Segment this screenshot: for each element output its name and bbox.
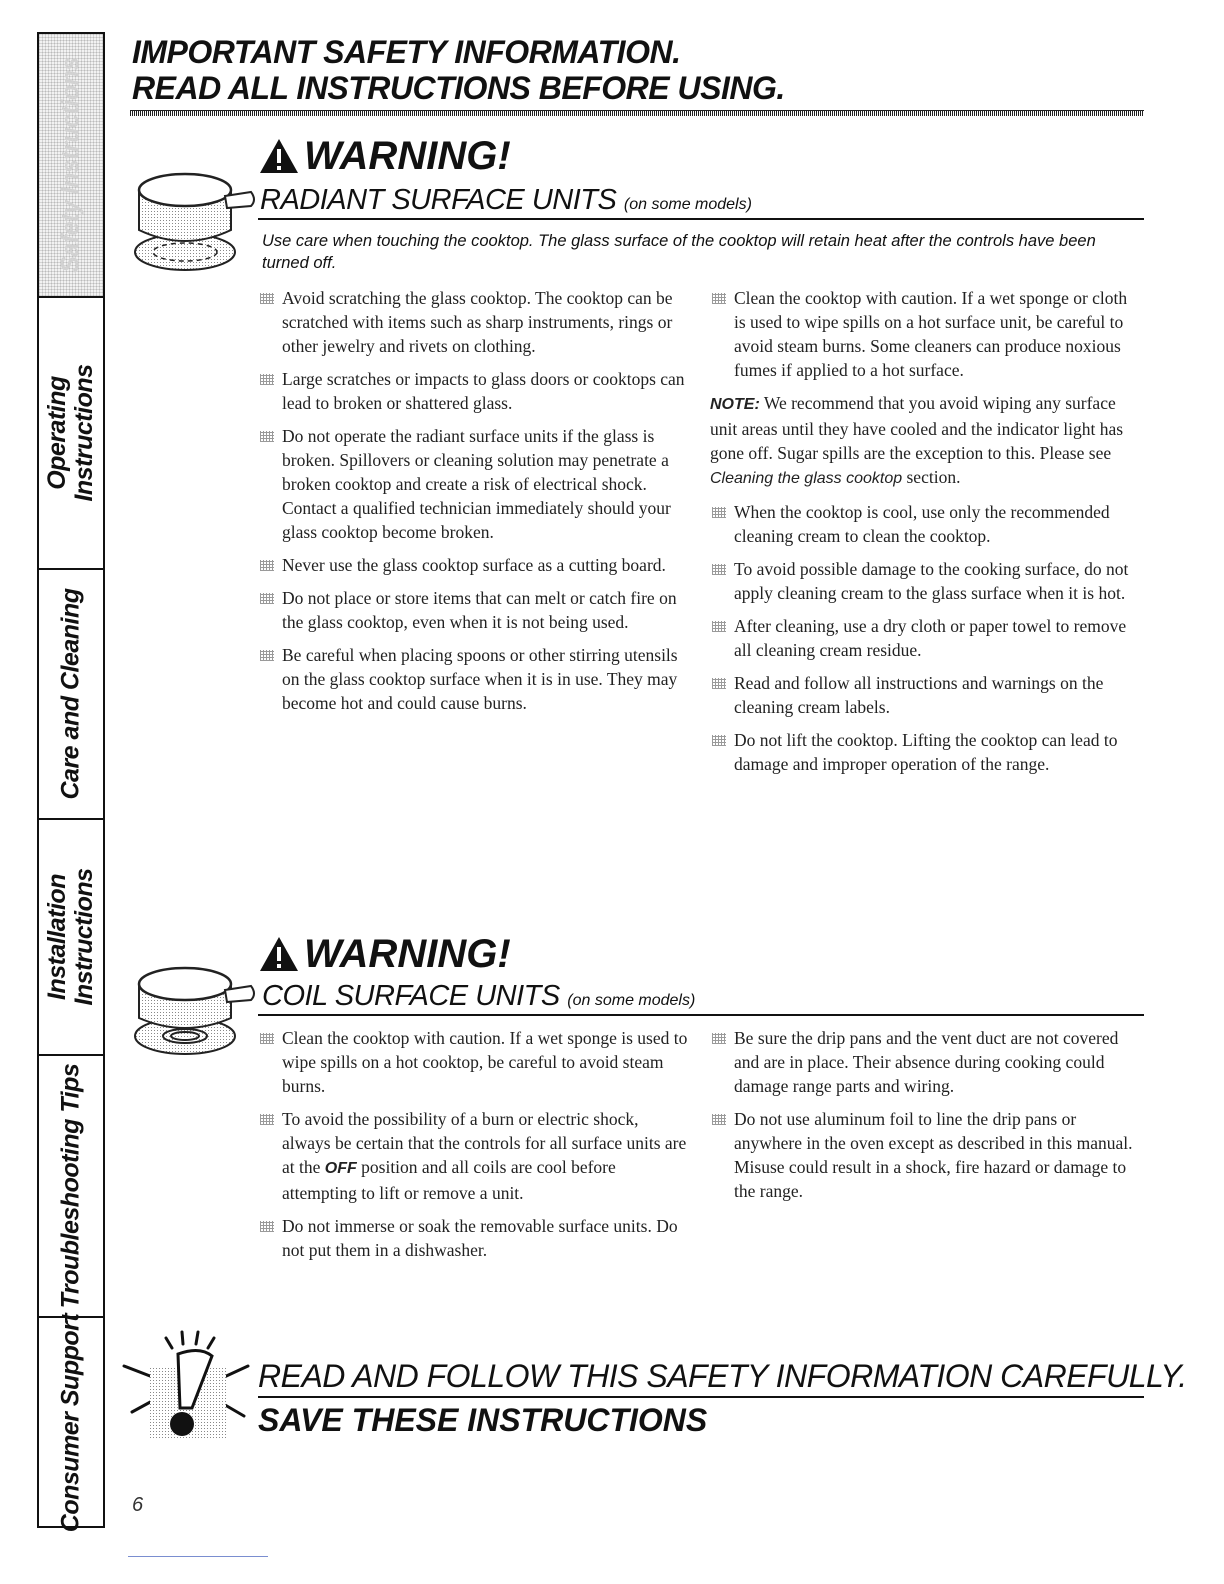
tab-label: Care and Cleaning (56, 588, 85, 800)
page-number: 6 (132, 1494, 144, 1516)
page-title-line-1: IMPORTANT SAFETY INFORMATION. (132, 34, 681, 70)
radiant-right-column (710, 286, 1140, 785)
cooktop-pot-icon (133, 958, 259, 1058)
tab-installation-instructions[interactable] (39, 820, 103, 1056)
list-item: Be careful when placing spoons or other stirring utensils on the glass cooktop surface when it is in use. They may become hot and could cause burns. (258, 643, 688, 715)
off-label: OFF (324, 1160, 357, 1177)
warning-heading (258, 932, 511, 976)
section-subtitle (262, 980, 695, 1017)
footer-read-instructions: READ AND FOLLOW THIS SAFETY INFORMATION CAREFULLY. (258, 1358, 1187, 1394)
note-end: section. (906, 467, 961, 487)
warning-triangle-icon (258, 137, 300, 175)
list-item: When the cooktop is cool, use only the recommended cleaning cream to clean the cooktop. (710, 500, 1140, 548)
list-item: Read and follow all instructions and warnings on the cleaning cream labels. (710, 671, 1140, 719)
header-divider (130, 110, 1144, 116)
tab-label: Troubleshooting Tips (56, 1063, 85, 1309)
list-item-text: To avoid the possibility of a burn or electric shock, always be certain that the controls for all surface units are at the (282, 1109, 687, 1177)
section-intro: Use care when touching the cooktop. The glass surface of the cooktop will retain heat after the controls have been turned off. (262, 232, 1096, 272)
list-item: Avoid scratching the glass cooktop. The cooktop can be scratched with items such as sharp instruments, rings or other jewelry and rivets on clothing. (258, 286, 688, 358)
cooktop-pot-icon (133, 160, 259, 278)
list-item: Do not use aluminum foil to line the drip pans or anywhere in the oven except as described in this manual. Misuse could result in a shock, fire hazard or damage to the range. (710, 1107, 1140, 1203)
subtitle-note: (on some models) (567, 992, 696, 1009)
warning-text: WARNING! (304, 932, 511, 976)
tab-label: Consumer Support (56, 1313, 85, 1533)
page-title (132, 34, 1142, 106)
list-item: Be sure the drip pans and the vent duct are not covered and are in place. Their absence during cooking could damage range parts and wiring. (710, 1026, 1140, 1098)
list-item: Clean the cooktop with caution. If a wet sponge is used to wipe spills on a hot cooktop, be careful to avoid steam burns. (258, 1026, 688, 1098)
tab-label: Operating Instructions (43, 364, 98, 502)
caution-exclamation-icon (120, 1326, 254, 1446)
page-title-line-2: READ ALL INSTRUCTIONS BEFORE USING. (132, 70, 785, 106)
coil-right-column (710, 1026, 1140, 1212)
note-reference: Cleaning the glass cooktop (710, 470, 903, 487)
list-item: After cleaning, use a dry cloth or paper towel to remove all cleaning cream residue. (710, 614, 1140, 662)
tab-troubleshooting-tips[interactable] (39, 1056, 103, 1318)
note-paragraph (710, 391, 1140, 491)
section-divider (258, 1014, 1144, 1016)
list-item: Do not immerse or soak the removable surface units. Do not put them in a dishwasher. (258, 1214, 688, 1262)
list-item-text: position and all coils are cool before attempting to lift or remove a unit. (282, 1157, 616, 1203)
subtitle-text: COIL SURFACE UNITS (262, 980, 560, 1012)
subtitle-text: RADIANT SURFACE UNITS (260, 184, 617, 216)
tab-consumer-support[interactable] (39, 1313, 103, 1533)
section-subtitle (260, 184, 752, 221)
list-item: Do not lift the cooktop. Lifting the cooktop can lead to damage and improper operation of the range. (710, 728, 1140, 776)
tab-safety-instructions[interactable] (39, 34, 103, 298)
list-item: To avoid possible damage to the cooking surface, do not apply cleaning cream to the glass surface when it is hot. (710, 557, 1140, 605)
warning-triangle-icon (258, 935, 300, 973)
radiant-left-column (258, 286, 688, 724)
bottom-rule (128, 1556, 268, 1557)
list-item: Do not operate the radiant surface units if the glass is broken. Spillovers or cleaning solution may penetrate a broken cooktop and create a risk of electrical shock. Contact a qualified technician immediately should your glass cooktop become broken. (258, 424, 688, 544)
tab-label: Installation Instructions (43, 868, 98, 1006)
warning-heading (258, 134, 511, 178)
list-item: Never use the glass cooktop surface as a cutting board. (258, 553, 688, 577)
coil-left-column (258, 1026, 688, 1271)
tab-label: Safety Instructions (56, 57, 85, 273)
footer-save-instructions: SAVE THESE INSTRUCTIONS (258, 1402, 708, 1438)
list-item: Clean the cooktop with caution. If a wet sponge or cloth is used to wipe spills on a hot surface unit, be careful to avoid steam burns. Some cleaners can produce noxious fumes if applied to a hot surface. (710, 286, 1140, 382)
list-item: Large scratches or impacts to glass doors or cooktops can lead to broken or shattered glass. (258, 367, 688, 415)
subtitle-note: (on some models) (623, 196, 752, 213)
warning-text: WARNING! (304, 134, 511, 178)
note-label: NOTE: (710, 396, 760, 413)
section-divider (258, 218, 1144, 220)
section-tab-strip (37, 32, 105, 1533)
list-item: Do not place or store items that can melt or catch fire on the glass cooktop, even when it is not being used. (258, 586, 688, 634)
tab-care-and-cleaning[interactable] (39, 570, 103, 820)
list-item (258, 1107, 688, 1205)
note-text: We recommend that you avoid wiping any surface unit areas until they have cooled and the indicator light has gone off. Sugar spills are the exception to this. Please see (710, 393, 1124, 463)
tab-operating-instructions[interactable] (39, 298, 103, 570)
footer-divider (258, 1396, 1144, 1398)
